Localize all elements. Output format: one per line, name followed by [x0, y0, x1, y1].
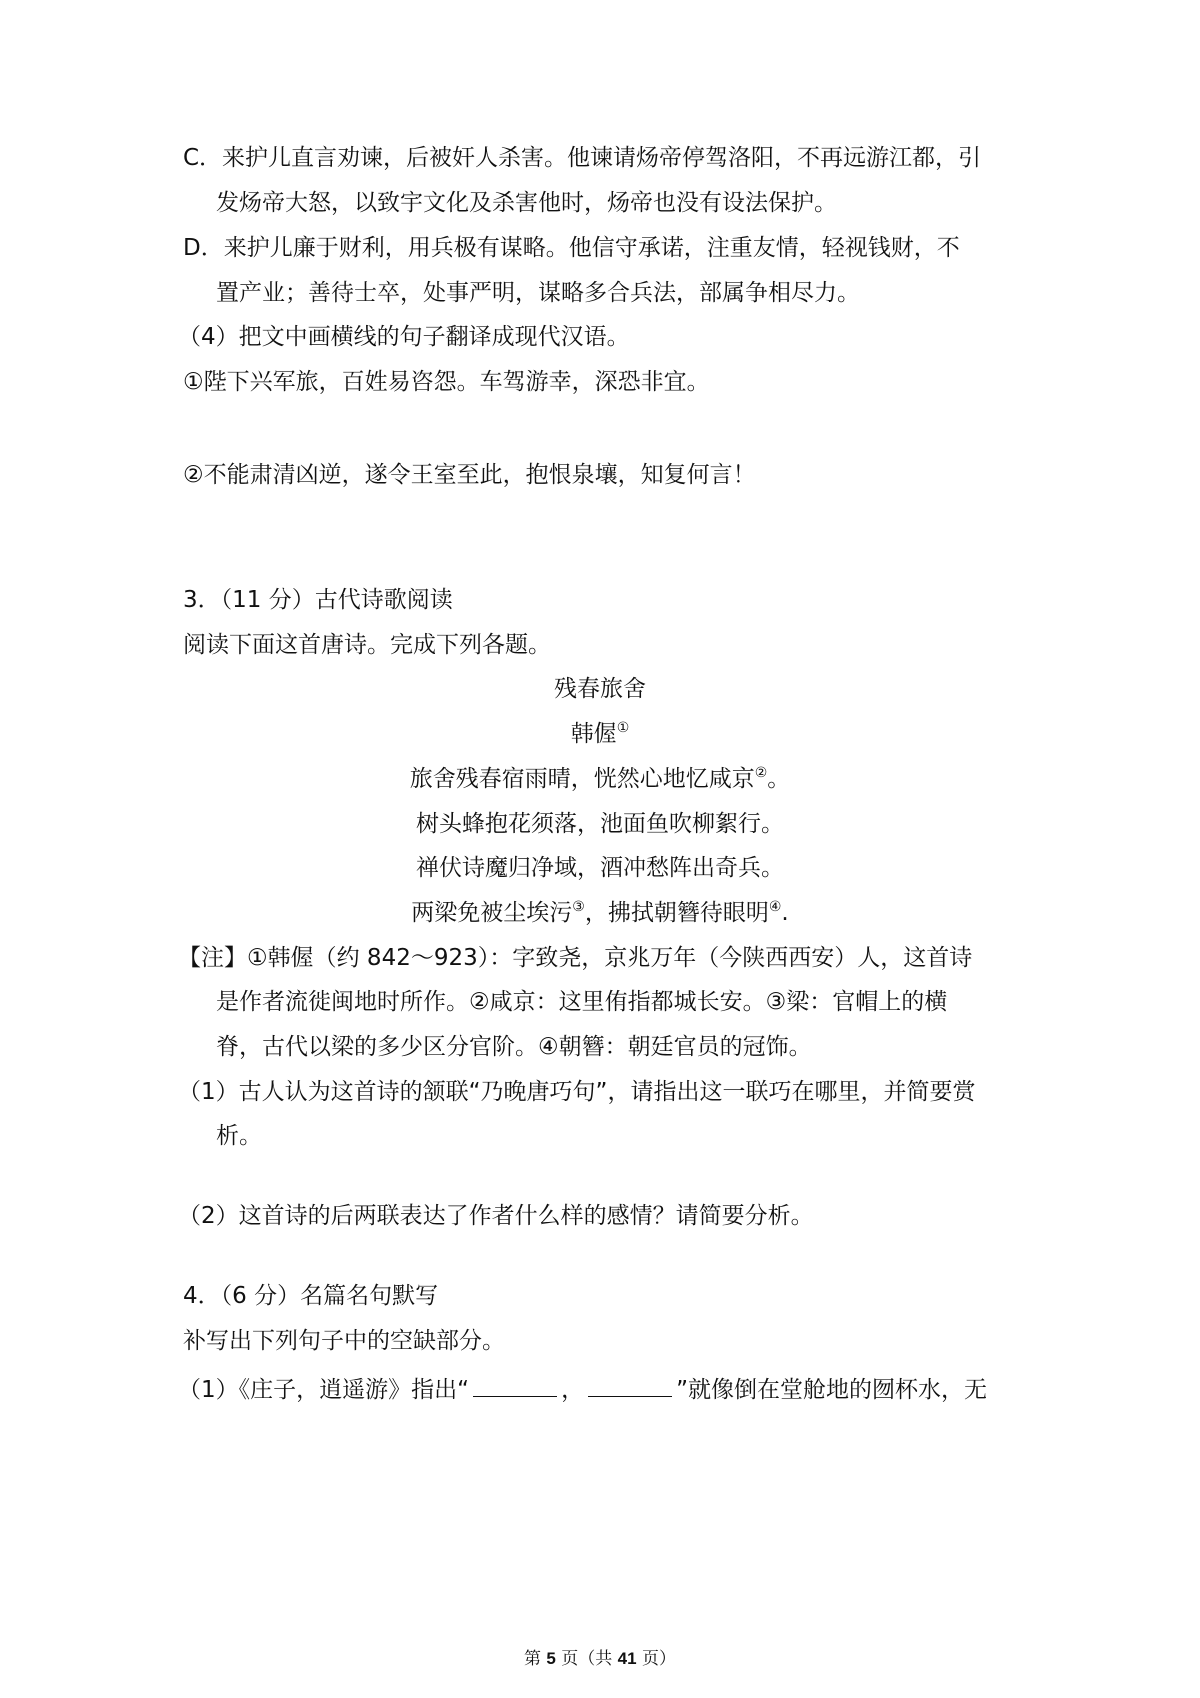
footnote-marker: ③: [572, 899, 585, 915]
question-2-4: （4）把文中画横线的句子翻译成现代汉语。: [178, 324, 630, 350]
option-c-line-1: C．来护儿直言劝谏，后被奸人杀害。他谏请炀帝停驾洛阳，不再远游江都，引: [183, 145, 982, 171]
fill-blank-1[interactable]: [473, 1370, 557, 1397]
poem-author: 韩偓①: [570, 720, 630, 747]
poem-line-4: 两梁免被尘埃污③，拂拭朝簪待眼明④.: [411, 899, 789, 926]
option-c-line-2: 发炀帝大怒，以致宇文化及杀害他时，炀帝也没有设法保护。: [216, 190, 837, 216]
question-3-intro: 阅读下面这首唐诗。完成下列各题。: [183, 632, 551, 658]
footnote-marker: ④: [768, 899, 782, 915]
poem-line-3: 禅伏诗魔归净域，酒冲愁阵出奇兵。: [416, 855, 784, 881]
option-d-line-1: D．来护儿廉于财利，用兵极有谋略。他信守承诺，注重友情，轻视钱财，不: [183, 235, 960, 261]
notes-line-2: 是作者流徙闽地时所作。②咸京：这里侑指都城长安。③梁：官帽上的横: [216, 989, 948, 1015]
footnote-marker: ①: [616, 720, 630, 736]
translation-sentence-1: ①陛下兴军旅，百姓易咨怨。车驾游幸，深恐非宜。: [183, 369, 710, 395]
question-3-1-line-1: （1）古人认为这首诗的颔联“乃晚唐巧句”，请指出这一联巧在哪里，并简要赏: [178, 1079, 976, 1105]
footnote-marker: ②: [754, 765, 768, 781]
page-footer: 第 5 页（共 41 页）: [523, 1649, 676, 1669]
page-number: 5: [546, 1649, 556, 1668]
notes-line-3: 脊，古代以梁的多少区分官阶。④朝簪：朝廷官员的冠饰。: [216, 1034, 812, 1060]
poem-title: 残春旅舍: [554, 676, 646, 702]
question-3-1-line-2: 析。: [216, 1123, 262, 1149]
question-3-title: 3．（11 分）古代诗歌阅读: [183, 587, 453, 613]
translation-sentence-2: ②不能肃清凶逆，遂令王室至此，抱恨泉壤，知复何言！: [183, 462, 756, 488]
option-d-line-2: 置产业；善待士卒，处事严明，谋略多合兵法，部属争相尽力。: [216, 280, 860, 306]
poem-line-1: 旅舍残春宿雨晴，恍然心地忆咸京②。: [409, 765, 791, 792]
fill-blank-2[interactable]: [588, 1370, 672, 1397]
total-pages: 41: [617, 1649, 637, 1668]
question-3-2: （2）这首诗的后两联表达了作者什么样的感情？请简要分析。: [178, 1203, 814, 1229]
question-4-intro: 补写出下列句子中的空缺部分。: [183, 1328, 505, 1354]
poem-line-2: 树头蜂抱花须落，池面鱼吹柳絮行。: [416, 811, 784, 837]
question-4-1: （1）《庄子，逍遥游》指出“ ， ”就像倒在堂舱地的囫杯水，无: [178, 1370, 987, 1405]
question-4-title: 4．（6 分）名篇名句默写: [183, 1283, 439, 1309]
notes-line-1: 【注】①韩偓（约 842～923）：字致尧，京兆万年（今陕西西安）人，这首诗: [178, 945, 973, 971]
